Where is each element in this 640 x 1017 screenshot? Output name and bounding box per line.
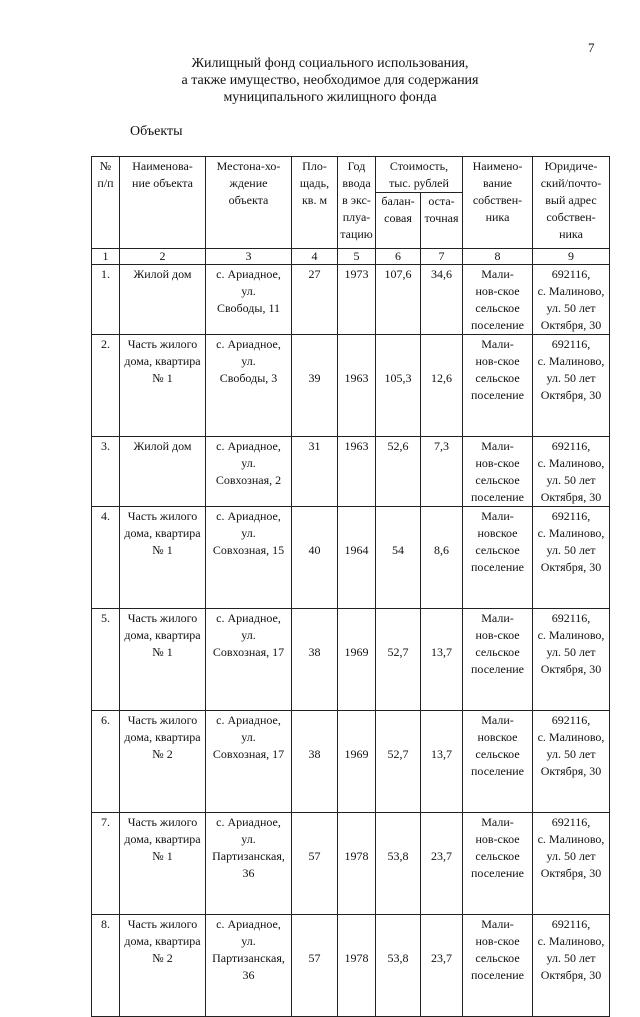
cell-balance: 107,6 (376, 265, 421, 335)
cell-owner: Мали- нов-ское сельское поселение (463, 609, 533, 711)
cell-address: 692116, с. Малиново, ул. 50 лет Октября, 30 (533, 265, 610, 335)
cell-owner: Мали- нов-ское сельское поселение (463, 437, 533, 507)
header-cost-balance: балан- совая (376, 193, 421, 249)
column-number: 1 (92, 249, 120, 265)
table-row (92, 711, 610, 813)
cell-year: 1978 (338, 915, 376, 1017)
table-row (92, 915, 610, 1017)
title-line-2: а также имущество, необходимое для содержания (181, 73, 479, 88)
column-number: 6 (376, 249, 421, 265)
header-area: Пло- щадь, кв. м (292, 157, 338, 249)
cell-address: 692116, с. Малиново, ул. 50 лет Октября, 30 (533, 335, 610, 437)
header-address: Юридиче- ский/почто- вый адрес собствен- ника (533, 157, 610, 249)
cell-residual: 7,3 (421, 437, 463, 507)
cell-location: с. Ариадное, ул. Совхозная, 15 (206, 507, 292, 609)
cell-location: с. Ариадное, ул. Партизанская, 36 (206, 813, 292, 915)
cell-year: 1969 (338, 711, 376, 813)
column-number-row (92, 249, 610, 265)
cell-residual: 12,6 (421, 335, 463, 437)
header-name: Наименова- ние объекта (120, 157, 206, 249)
header-cost-residual: оста- точная (421, 193, 463, 249)
cell-name: Жилой дом (120, 437, 206, 507)
cell-location: с. Ариадное, ул. Совхозная, 2 (206, 437, 292, 507)
cell-residual: 13,7 (421, 609, 463, 711)
column-number: 4 (292, 249, 338, 265)
cell-owner: Мали- нов-ское сельское поселение (463, 265, 533, 335)
cell-year: 1973 (338, 265, 376, 335)
table-row (92, 335, 610, 437)
cell-num: 4. (92, 507, 120, 609)
cell-area: 38 (292, 609, 338, 711)
cell-location: с. Ариадное, ул. Совхозная, 17 (206, 711, 292, 813)
cell-year: 1969 (338, 609, 376, 711)
table-row (92, 813, 610, 915)
cell-area: 38 (292, 711, 338, 813)
cell-year: 1978 (338, 813, 376, 915)
header-cost: Стоимость, тыс. рублей (376, 157, 463, 193)
cell-area: 57 (292, 915, 338, 1017)
column-number: 2 (120, 249, 206, 265)
cell-name: Часть жилого дома, квартира № 1 (120, 335, 206, 437)
cell-year: 1963 (338, 335, 376, 437)
cell-year: 1963 (338, 437, 376, 507)
cell-address: 692116, с. Малиново, ул. 50 лет Октября, 30 (533, 437, 610, 507)
table-row (92, 437, 610, 507)
cell-balance: 52,7 (376, 711, 421, 813)
cell-area: 31 (292, 437, 338, 507)
cell-address: 692116, с. Малиново, ул. 50 лет Октября, 30 (533, 609, 610, 711)
cell-name: Часть жилого дома, квартира № 2 (120, 915, 206, 1017)
cell-num: 8. (92, 915, 120, 1017)
cell-location: с. Ариадное, ул. Свободы, 11 (206, 265, 292, 335)
cell-num: 5. (92, 609, 120, 711)
cell-name: Часть жилого дома, квартира № 1 (120, 609, 206, 711)
cell-name: Часть жилого дома, квартира № 2 (120, 711, 206, 813)
cell-residual: 23,7 (421, 813, 463, 915)
header-row (92, 157, 610, 193)
cell-location: с. Ариадное, ул. Свободы, 3 (206, 335, 292, 437)
header-num: № п/п (92, 157, 120, 249)
document-title (120, 55, 540, 106)
cell-location: с. Ариадное, ул. Партизанская, 36 (206, 915, 292, 1017)
cell-owner: Мали- новское сельское поселение (463, 507, 533, 609)
header-location: Местона-хо- ждение объекта (206, 157, 292, 249)
cell-area: 40 (292, 507, 338, 609)
title-line-1: Жилищный фонд социального использования, (191, 56, 469, 71)
cell-balance: 52,7 (376, 609, 421, 711)
column-number: 9 (533, 249, 610, 265)
cell-owner: Мали- нов-ское сельское поселение (463, 915, 533, 1017)
column-number: 8 (463, 249, 533, 265)
table-row (92, 507, 610, 609)
cell-residual: 13,7 (421, 711, 463, 813)
cell-owner: Мали- нов-ское сельское поселение (463, 335, 533, 437)
page-number: 7 (588, 40, 595, 55)
cell-num: 7. (92, 813, 120, 915)
cell-owner: Мали- новское сельское поселение (463, 711, 533, 813)
cell-num: 6. (92, 711, 120, 813)
cell-location: с. Ариадное, ул. Совхозная, 17 (206, 609, 292, 711)
cell-balance: 53,8 (376, 915, 421, 1017)
cell-balance: 52,6 (376, 437, 421, 507)
cell-address: 692116, с. Малиново, ул. 50 лет Октября, 30 (533, 813, 610, 915)
column-number: 5 (338, 249, 376, 265)
cell-num: 2. (92, 335, 120, 437)
cell-name: Часть жилого дома, квартира № 1 (120, 813, 206, 915)
cell-area: 39 (292, 335, 338, 437)
cell-address: 692116, с. Малиново, ул. 50 лет Октября, 30 (533, 711, 610, 813)
header-year: Год ввода в экс- плуа- тацию (338, 157, 376, 249)
header-owner: Наимено- вание собствен- ника (463, 157, 533, 249)
column-number: 7 (421, 249, 463, 265)
cell-residual: 34,6 (421, 265, 463, 335)
cell-num: 1. (92, 265, 120, 335)
cell-area: 57 (292, 813, 338, 915)
cell-area: 27 (292, 265, 338, 335)
section-title: Объекты (130, 124, 183, 139)
cell-address: 692116, с. Малиново, ул. 50 лет Октября, 30 (533, 507, 610, 609)
table-row (92, 609, 610, 711)
cell-owner: Мали- нов-ское сельское поселение (463, 813, 533, 915)
cell-address: 692116, с. Малиново, ул. 50 лет Октября, 30 (533, 915, 610, 1017)
column-number: 3 (206, 249, 292, 265)
cell-balance: 54 (376, 507, 421, 609)
objects-table (91, 156, 610, 1017)
cell-name: Жилой дом (120, 265, 206, 335)
cell-balance: 53,8 (376, 813, 421, 915)
cell-name: Часть жилого дома, квартира № 1 (120, 507, 206, 609)
cell-num: 3. (92, 437, 120, 507)
title-line-3: муниципального жилищного фонда (223, 90, 437, 105)
table-row (92, 265, 610, 335)
cell-residual: 23,7 (421, 915, 463, 1017)
cell-balance: 105,3 (376, 335, 421, 437)
cell-residual: 8,6 (421, 507, 463, 609)
cell-year: 1964 (338, 507, 376, 609)
